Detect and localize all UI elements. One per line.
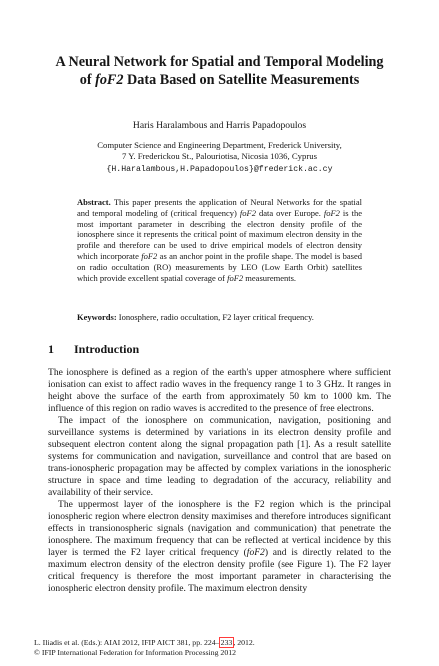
body-text	[48, 367, 391, 595]
paragraph-3	[48, 499, 391, 595]
paragraph-3-text-b: ) and is directly related to the maximum electron density of the electron density profile (see Figure 1). The F2 layer critical frequency is therefore the most important parameter in characterising the ionospheric electron density profile. The maximum electron density	[48, 547, 391, 595]
abstract-term-2: foF2	[323, 207, 340, 218]
title-line-1: A Neural Network for Spatial and Temporal Modeling	[55, 54, 384, 70]
paper-title	[40, 54, 399, 89]
title-line-2-suffix: Data Based on Satellite Measurements	[123, 71, 360, 88]
abstract	[77, 197, 362, 283]
keywords-text: Ionosphere, radio occultation, F2 layer critical frequency.	[116, 312, 314, 322]
paragraph-1: The ionosphere is defined as a region of the earth's upper atmosphere where sufficient ionisation can exist to affect radio waves in the frequency range 1 to 3 GHz. It ranges in height above the surface of the earth from approximately 50 km to 1000 km. The influence of this region on radio waves is accredited to the presence of free electrons.	[48, 367, 391, 415]
abstract-term-1: foF2	[239, 207, 256, 218]
paragraph-3-text-a: The uppermost layer of the ionosphere is the F2 region which is the principal ionospheric region where electron density maximises and therefore introduces significant effects in transionospheric signals (navigation and communication) that penetrate the ionosphere. The maximum frequency that can be reflected at vertical incidence by this layer is termed the F2 layer critical frequency (	[48, 499, 391, 559]
page-link[interactable]: 233	[220, 638, 233, 647]
author-list: Haris Haralambous and Harris Papadopoulos	[132, 120, 307, 131]
keywords-label: Keywords:	[77, 312, 117, 322]
paragraph-3-term: foF2	[246, 547, 265, 559]
citation-text-a: L. Iliadis et al. (Eds.): AIAI 2012, IFIP AICT 381, pp. 224–	[34, 638, 220, 647]
title-line-2-prefix: of	[79, 71, 96, 88]
affiliation-line-2: 7 Y. Frederickou St., Palouriotisa, Nicosia 1036, Cyprus	[122, 151, 317, 162]
abstract-text-1: This paper presents the application of Neural Networks for the spatial and temporal modeling of (critical frequency)	[77, 197, 362, 218]
affiliation	[40, 140, 399, 175]
copyright-footnote	[34, 638, 414, 657]
abstract-text-2: data over Europe.	[255, 207, 324, 218]
section-number: 1	[48, 342, 54, 356]
section-title: Introduction	[74, 342, 140, 356]
title-line-2-italic: foF2	[95, 71, 124, 88]
author-emails: {H.Haralambous,H.Papadopoulos}@frederick.ac.cy	[106, 164, 333, 174]
abstract-label: Abstract.	[77, 197, 111, 207]
citation-text-b: , 2012.	[233, 638, 255, 647]
affiliation-line-1: Computer Science and Engineering Department, Frederick University,	[97, 140, 342, 150]
abstract-text-3: is the most important parameter in describing the electron density profile of the ionosphere since it represents the critical point of maximum electron density in the profile and therefore can be used to drive empirical models of electron density which incorporate	[77, 207, 362, 261]
copyright-line: © IFIP International Federation for Information Processing 2012	[34, 647, 237, 657]
abstract-text-4: as an anchor point in the profile shape. The model is based on radio occultation (RO) measurements by LEO (Low Earth Orbit) satellites which provide excellent spatial coverage of	[77, 250, 362, 283]
keywords	[77, 312, 362, 323]
paragraph-2: The impact of the ionosphere on communication, navigation, positioning and surveillance systems is determined by variations in its electron density profile and subsequent electron content along the signal propagation path [1]. As a result satellite systems for communication and navigation, surveillance and control that are based on trans-ionospheric propagation may be affected by complex variations in the ionospheric structure in space and time leading to degradation of the accuracy, reliability and availability of their service.	[48, 415, 391, 499]
abstract-text-5: measurements.	[243, 272, 297, 283]
section-heading	[48, 342, 388, 356]
abstract-term-4: foF2	[227, 272, 244, 283]
abstract-term-3: foF2	[141, 250, 158, 261]
